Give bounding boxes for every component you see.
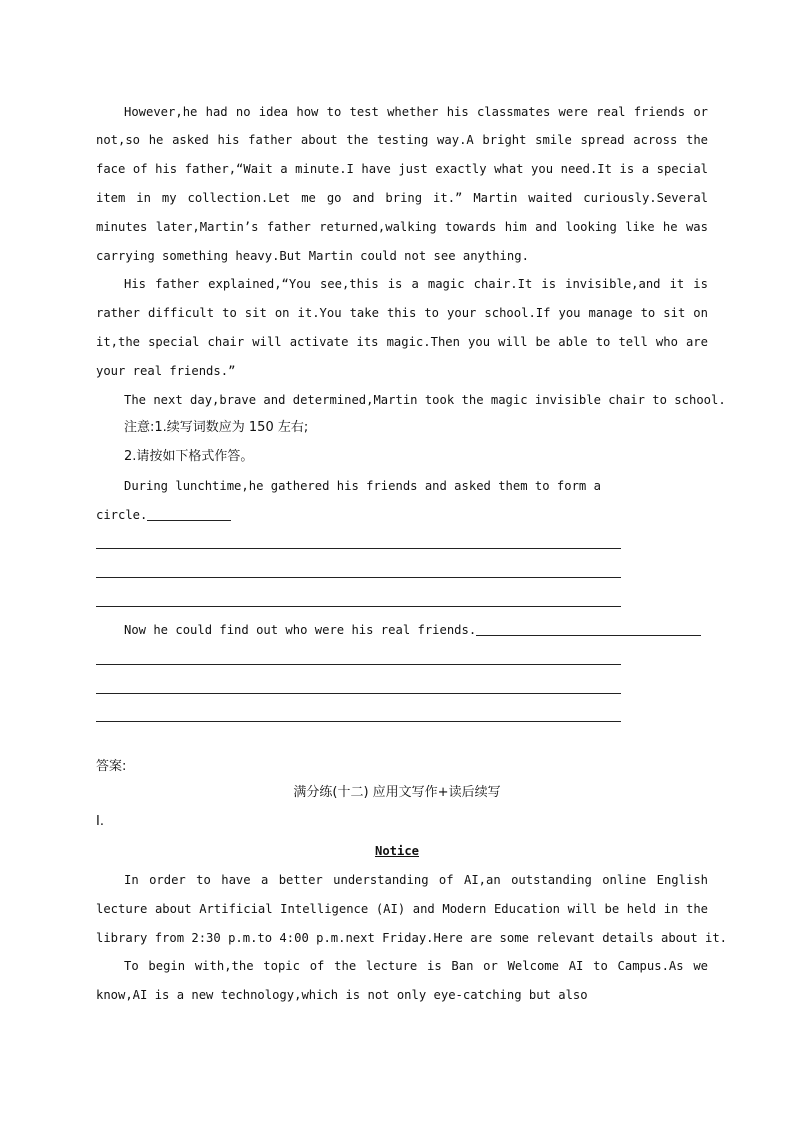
notice-title-row [0, 843, 794, 859]
prompt-1-line-2 [96, 507, 708, 523]
story-p1-line-4: item in my collection.Let me go and bring it.” Martin waited curiously.Several [96, 191, 708, 205]
answer-line-2[interactable] [96, 577, 621, 578]
answer-line-5[interactable] [96, 693, 621, 694]
answer-blank-inline-1[interactable] [147, 507, 231, 521]
story-p1-line-6: carrying something heavy.But Martin could not see anything. [96, 249, 529, 263]
answer-p1-line-2: lecture about Artificial Intelligence (AI) and Modern Education will be held in the [96, 902, 708, 916]
story-p2-line-3: it,the special chair will activate its magic.Then you will be able to tell who are [96, 335, 708, 349]
prompt-1-line-1: During lunchtime,he gathered his friends and asked them to form a [124, 479, 601, 493]
answer-title: 满分练(十二) 应用文写作+读后续写 [293, 785, 501, 800]
story-p1-line-3: face of his father,“Wait a minute.I have just exactly what you need.It is a special [96, 162, 708, 176]
answer-line-3[interactable] [96, 606, 621, 607]
answer-p2-line-1: To begin with,the topic of the lecture is Ban or Welcome AI to Campus.As we [124, 959, 708, 973]
story-p1-line-5: minutes later,Martin’s father returned,walking towards him and looking like he was [96, 220, 708, 234]
story-p2-line-4: your real friends.” [96, 364, 236, 378]
story-p2-line-2: rather difficult to sit on it.You take this to your school.If you manage to sit on [96, 306, 708, 320]
instruction-note-2: 2.请按如下格式作答。 [124, 449, 254, 464]
answer-label: 答案: [96, 759, 127, 774]
instruction-note-1: 注意:1.续写词数应为 150 左右; [124, 420, 309, 435]
prompt-2-text: Now he could find out who were his real friends. [124, 623, 477, 637]
answer-blank-inline-2[interactable] [476, 622, 701, 636]
story-p1-line-1: However,he had no idea how to test whether his classmates were real friends or [124, 105, 708, 119]
answer-line-4[interactable] [96, 664, 621, 665]
answer-p2-line-2: know,AI is a new technology,which is not only eye-catching but also [96, 988, 588, 1002]
story-p3: The next day,brave and determined,Martin took the magic invisible chair to school. [124, 393, 726, 407]
prompt-2-line [124, 622, 708, 638]
answer-line-6[interactable] [96, 721, 621, 722]
section-number: Ⅰ. [96, 814, 104, 829]
answer-p1-line-1: In order to have a better understanding of AI,an outstanding online English [124, 873, 708, 887]
answer-p1-line-3: library from 2:30 p.m.to 4:00 p.m.next Friday.Here are some relevant details about it. [96, 931, 728, 945]
prompt-1-circle-text: circle. [96, 508, 148, 522]
story-p1-line-2: not,so he asked his father about the testing way.A bright smile spread across the [96, 133, 708, 147]
story-p2-line-1: His father explained,“You see,this is a magic chair.It is invisible,and it is [124, 277, 708, 291]
answer-line-1[interactable] [96, 548, 621, 549]
notice-title: Notice [374, 844, 420, 858]
